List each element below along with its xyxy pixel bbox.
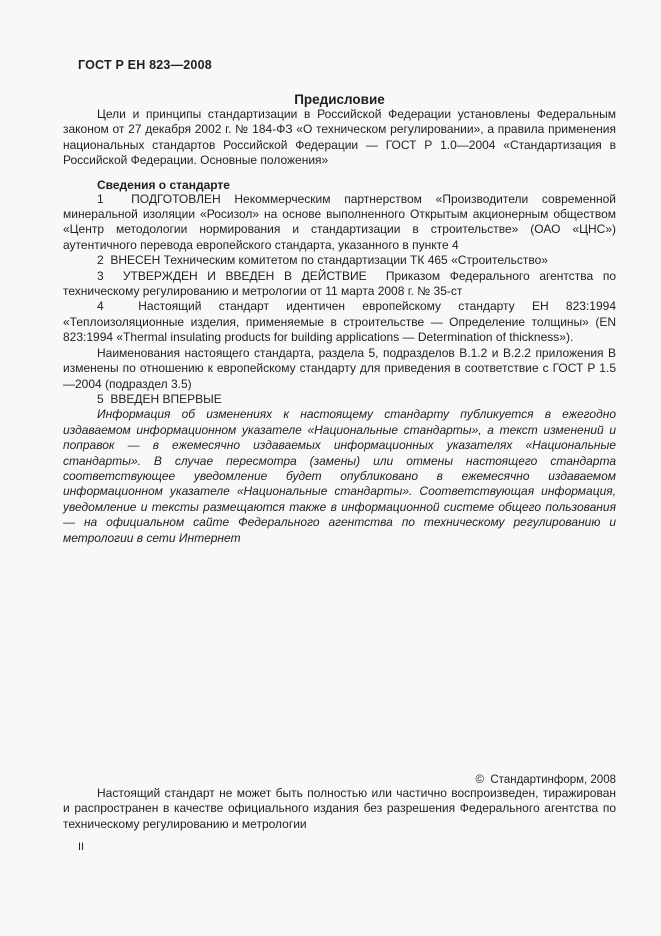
amendments-info-note: Информация об изменениях к настоящему стандарту публикуется в ежегодно издаваемом информационном указателе «Национальные стандарты», а текст изменений и поправок — в ежемесячно издаваемых информационных указателях «Национальные стандарты». В случае пересмотра (замены) или отмены настоящего стандарта соответствующее уведомление будет опубликовано в ежемесячно издаваемом информационном указателе «Национальные стандарты». Соответствующая информация, уведомление и тексты размещаются также в информационной системе общего пользования — на официальном сайте Федерального агентства по техническому регулированию и метрологии в сети Интернет (63, 407, 616, 545)
reproduction-restriction-paragraph: Настоящий стандарт не может быть полностью или частично воспроизведен, тиражирован и распространен в качестве официального издания без разрешения Федерального агентства по техническому регулированию и метрологии (63, 786, 616, 831)
page-number: II (78, 841, 85, 854)
standard-info-item-3: 3 УТВЕРЖДЕН И ВВЕДЕН В ДЕЙСТВИЕ Приказом Федерального агентства по техническому регулированию и метрологии от 11 марта 2008 г. № 35-ст (63, 268, 616, 299)
standard-info-item-2: 2 ВНЕСЕН Техническим комитетом по стандартизации ТК 465 «Строительство» (97, 253, 548, 268)
intro-paragraph: Цели и принципы стандартизации в Российской Федерации установлены Федеральным законом от 27 декабря 2002 г. № 184-ФЗ «О техническом регулировании», а правила применения национальных стандартов Российской Федерации — ГОСТ Р 1.0—2004 «Стандартизация в Российской Федерации. Основные положения» (63, 107, 616, 168)
page-content (63, 0, 616, 546)
document-designation-header: ГОСТ Р ЕН 823—2008 (78, 58, 212, 72)
standard-info-item-5: 5 ВВЕДЕН ВПЕРВЫЕ (97, 391, 222, 406)
standard-info-item-4: 4 Настоящий стандарт идентичен европейскому стандарту ЕН 823:1994 «Теплоизоляционные изделия, применяемые в строительстве — Определение толщины» (EN 823:1994 «Thermal insulating products for building applications — Determination of thickness»). (63, 299, 616, 345)
page-footer (63, 774, 616, 853)
copyright-line: © Стандартинформ, 2008 (475, 774, 616, 786)
standard-info-item-4-continuation: Наименования настоящего стандарта, раздела 5, подразделов В.1.2 и В.2.2 приложения В изменены по отношению к европейскому стандарту для приведения в соответствие с ГОСТ Р 1.5—2004 (подраздел 3.5) (63, 345, 616, 391)
section-heading-standard-info: Сведения о стандарте (97, 177, 230, 192)
page-title: Предисловие (294, 92, 385, 107)
standard-info-item-1: 1 ПОДГОТОВЛЕН Некоммерческим партнерством «Производители современной минеральной изоляции «Росизол» на основе выполненного Открытым акционерным обществом «Центр методологии нормирования и стандартизации в строительстве» (ОАО «ЦНС») аутентичного перевода европейского стандарта, указанного в пункте 4 (63, 191, 616, 252)
